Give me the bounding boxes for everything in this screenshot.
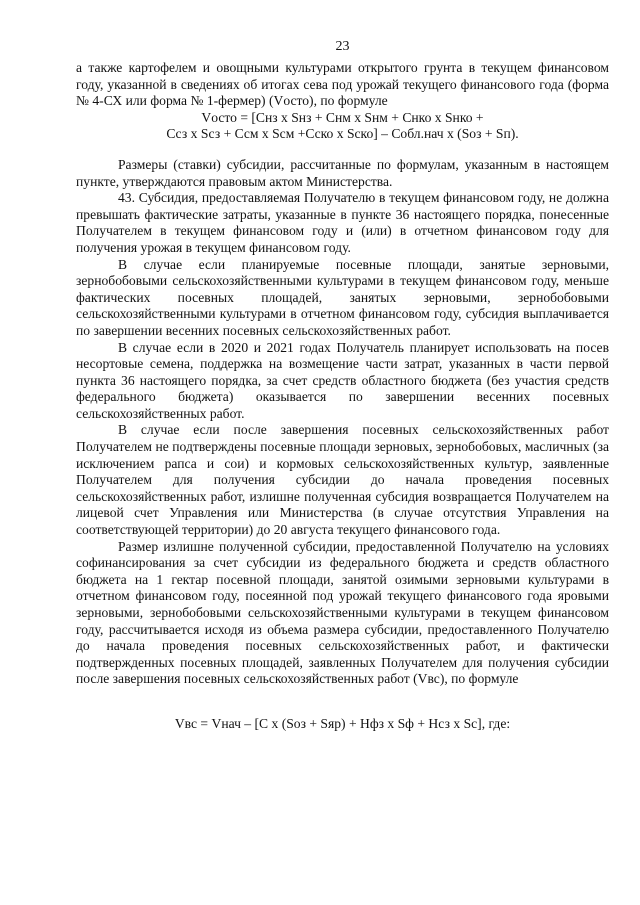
formula-vosto-line-2: Ссз x Sсз + Ссм x Sсм +Сско x Sско] – Собл.нач x (Sоз + Sп). bbox=[166, 126, 519, 142]
formula-vvs: Vвс = Vнач – [С x (Sоз + Sяр) + Hфз x Sф + Hсз x Sс], где: bbox=[174, 715, 511, 731]
paragraph-non-varietal-seeds: В случае если в 2020 и 2021 годах Получатель планирует использовать на посев несортовые семена, поддержка на возмещение части затрат, указанных в части первой пункта 36 настоящего порядка, за счет средств областного бюджета (без участия средств федерального бюджета) оказывается по завершении весенних посевных сельскохозяйственных работ. bbox=[76, 339, 609, 421]
document-page bbox=[76, 38, 609, 733]
spacer bbox=[76, 143, 609, 157]
spacer bbox=[76, 688, 609, 716]
paragraph-planned-areas: В случае если планируемые посевные площади, занятые зерновыми, зернобобовыми сельскохозяйственными культурами в текущем финансовом году, меньше фактических посевных площадей, занятых зерновыми, зернобобовыми сельскохозяйственными культурами в отчетном финансовом году, субсидия выплачивается по завершении весенних посевных сельскохозяйственных работ. bbox=[76, 256, 609, 338]
paragraph-excess-subsidy: Размер излишне полученной субсидии, предоставленной Получателю на условиях софинансирования за счет субсидии из федерального бюджета и средств областного бюджета на 1 гектар посевной площади, занятой озимыми зерновыми культурами в отчетном финансовом году, посеянной под урожай текущего финансового года яровыми зерновыми, зернобобовыми сельскохозяйственными культурами в текущем финансовом году, рассчитывается исходя из объема размера субсидии, предоставленного Получателю до начала проведения посевных сельскохозяйственных работ, и фактически подтвержденных посевных площадей, заявленных Получателем для получения субсидии после завершения посевных сельскохозяйственных работ (Vвс), по формуле bbox=[76, 538, 609, 687]
paragraph-potato-vegetables: а также картофелем и овощными культурами открытого грунта в текущем финансовом году, указанной в сведениях об итогах сева под урожай текущего финансового года (форма № 4-СХ или форма № 1-фермер) (Vосто), по формуле bbox=[76, 60, 609, 109]
paragraph-subsidy-rates: Размеры (ставки) субсидии, рассчитанные по формулам, указанным в настоящем пункте, утверждаются правовым актом Министерства. bbox=[76, 156, 609, 189]
paragraph-refund: В случае если после завершения посевных сельскохозяйственных работ Получателем не подтверждены посевные площади зерновых, зернобобовых, масличных (за исключением рапса и сои) и кормовых сельскохозяйственных культур, заявленные Получателем для получения субсидии до начала проведения посевных сельскохозяйственных работ, излишне полученная субсидия возвращается Получателем на лицевой счет Управления или Министерства (в случае отсутствия Управления на соответствующей территории) до 20 августа текущего финансового года. bbox=[76, 422, 609, 538]
formula-vosto-line-1: Vосто = [Снз x Sнз + Снм x Sнм + Снко x Sнко + bbox=[201, 109, 484, 125]
paragraph-section-43: 43. Субсидия, предоставляемая Получателю в текущем финансовом году, не должна превышать фактические затраты, указанные в пункте 36 настоящего порядка, понесенные Получателем в текущем финансовом году и (или) в отчетном финансовом году для получения урожая в текущем финансовом году. bbox=[76, 190, 609, 255]
page-number: 23 bbox=[335, 39, 350, 54]
